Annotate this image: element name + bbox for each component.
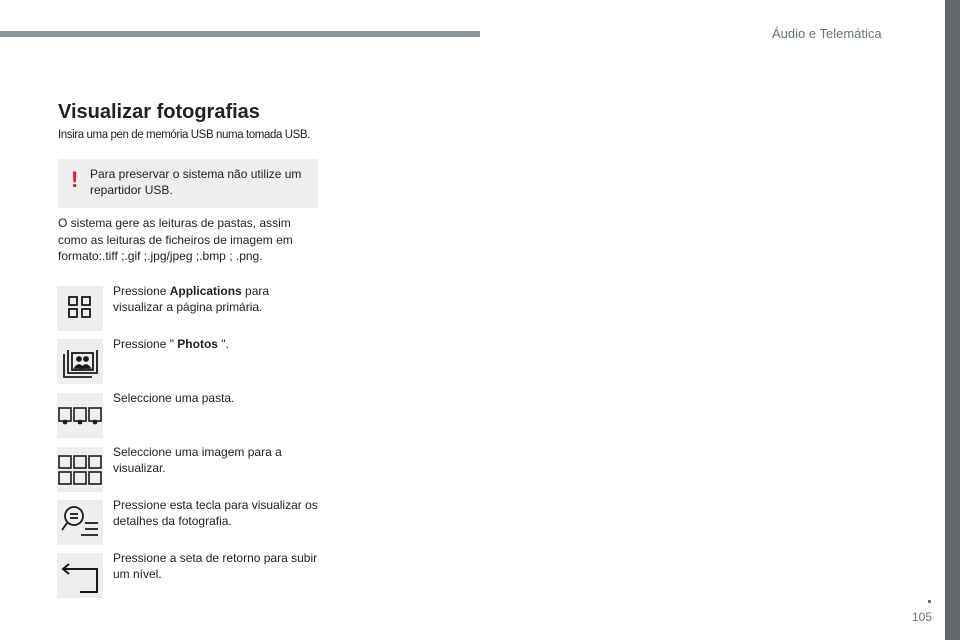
- back-arrow-icon: [57, 553, 103, 598]
- warning-box: [58, 159, 318, 208]
- side-strip: [945, 0, 960, 640]
- warning-icon: !: [71, 167, 79, 192]
- step-back: Pressione a seta de retorno para subir um nível.: [113, 551, 318, 581]
- step-image: Seleccione uma imagem para a visualizar.: [113, 445, 282, 475]
- description-text: O sistema gere as leituras de pastas, assim como as leituras de ficheiros de imagem em formato:.tiff ;.gif ;.jpg/jpeg ;.bmp ; .png.: [58, 216, 293, 263]
- step-folder: Seleccione uma pasta.: [113, 391, 235, 405]
- intro-text: Insira uma pen de memória USB numa tomada USB.: [58, 129, 310, 141]
- step-details: Pressione esta tecla para visualizar os detalhes da fotografia.: [113, 498, 318, 528]
- page-title: Visualizar fotografias: [58, 101, 260, 123]
- details-icon: [57, 500, 103, 545]
- page-marker: [928, 600, 931, 603]
- image-grid-icon: [57, 447, 103, 492]
- warning-text: Para preservar o sistema não utilize um repartidor USB.: [90, 167, 302, 197]
- step-photos: Pressione " Photos ".: [113, 337, 229, 351]
- folders-icon: [57, 393, 103, 438]
- applications-grid-icon: [57, 286, 103, 331]
- photos-icon: [57, 339, 103, 384]
- page-number: 105: [912, 610, 933, 624]
- section-header: Áudio e Telemática: [772, 26, 882, 41]
- header-rule: [0, 31, 480, 37]
- step-applications: Pressione Applications para visualizar a página primária.: [113, 284, 270, 314]
